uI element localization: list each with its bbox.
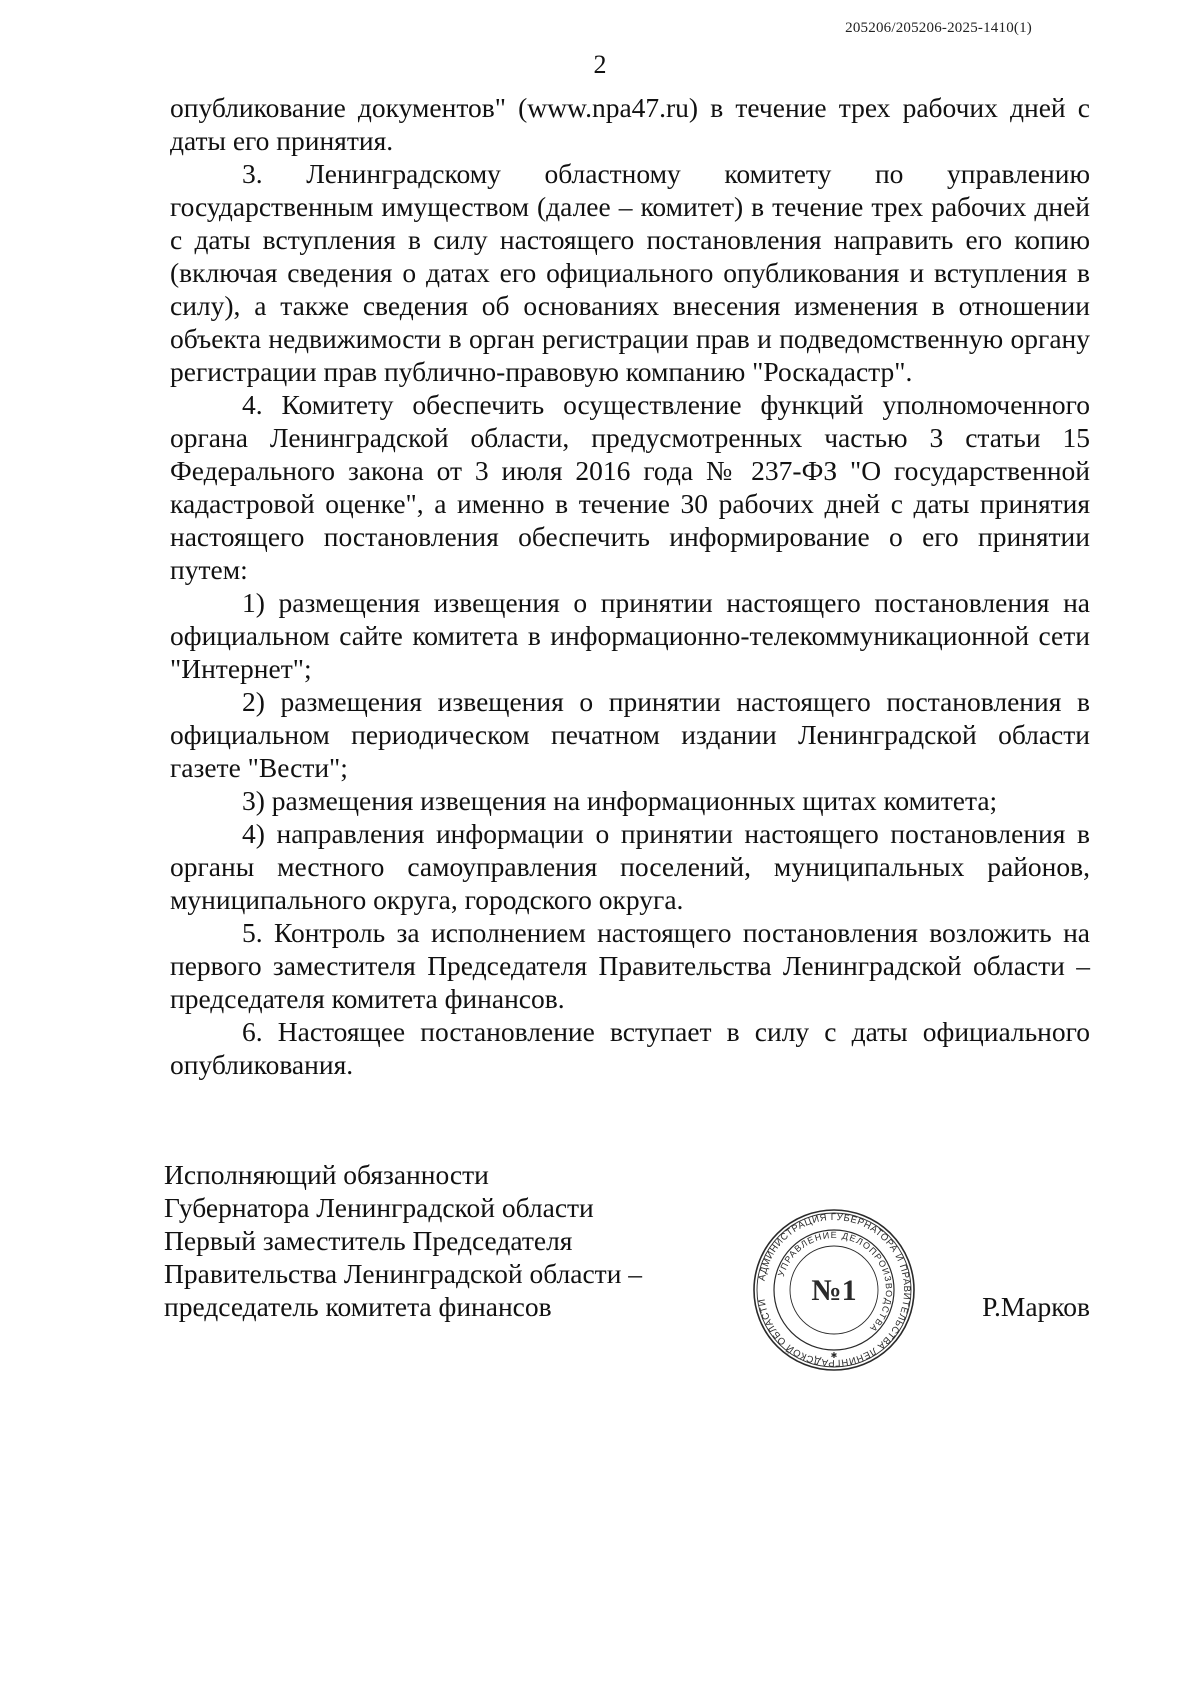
- list-item-3: 3) размещения извещения на информационных щитах комитета;: [242, 785, 998, 816]
- list-item-4: 4) направления информации о принятии настоящего постановления в органы местного самоуправления поселений, муниципальных районов, муниципального округа, городского округа.: [170, 818, 1090, 915]
- signer-title-line: Исполняющий обязанности: [164, 1159, 489, 1190]
- signer-title-line: Губернатора Ленинградской области: [164, 1192, 594, 1223]
- list-item-2: 2) размещения извещения о принятии настоящего постановления в официальном периодическом печатном издании Ленинградской области газете "Вести";: [170, 686, 1090, 783]
- signer-title-line: председатель комитета финансов: [164, 1291, 552, 1322]
- paragraph-3: 3. Ленинградскому областному комитету по управлению государственным имуществом (далее – комитет) в течение трех рабочих дней с даты вступления в силу настоящего постановления направить его копию (включая сведения о датах его официального опубликования и вступления в силу), а также сведения об основаниях внесения изменения в отношении объекта недвижимости в орган регистрации прав и подведомственную органу регистрации прав публично-правовую компанию "Роскадастр".: [170, 158, 1090, 387]
- page-number: 2: [593, 50, 607, 79]
- paragraph-5: 5. Контроль за исполнением настоящего постановления возложить на первого заместителя Председателя Правительства Ленинградской области – председателя комитета финансов.: [170, 917, 1090, 1014]
- signer-title-line: Первый заместитель Председателя: [164, 1225, 573, 1256]
- stamp-outer-text: АДМИНИСТРАЦИЯ ГУБЕРНАТОРА И ПРАВИТЕЛЬСТВА ЛЕНИНГРАДСКОЙ ОБЛАСТИ: [756, 1211, 913, 1369]
- paragraph: опубликование документов" (www.npa47.ru) в течение трех рабочих дней с даты его принятия.: [170, 92, 1090, 156]
- signer-name: Р.Марков: [982, 1291, 1090, 1322]
- signer-title-line: Правительства Ленинградской области –: [164, 1258, 643, 1289]
- document-body: [170, 91, 1090, 1081]
- signature-block: [164, 1158, 642, 1323]
- paragraph-6: 6. Настоящее постановление вступает в силу с даты официального опубликования.: [170, 1016, 1090, 1080]
- paragraph-4: 4. Комитету обеспечить осуществление функций уполномоченного органа Ленинградской области, предусмотренных частью 3 статьи 15 Федерального закона от 3 июля 2016 года № 237-ФЗ "О государственной кадастровой оценке", а именно в течение 30 рабочих дней с даты принятия настоящего постановления обеспечить информирование о его принятии путем:: [170, 389, 1090, 585]
- stamp-star-icon: ✱: [830, 1351, 838, 1360]
- stamp-center-text: №1: [811, 1274, 857, 1307]
- list-item-1: 1) размещения извещения о принятии настоящего постановления на официальном сайте комитета в информационно-телекоммуникационной сети "Интернет";: [170, 587, 1090, 684]
- stamp-inner-text: УПРАВЛЕНИЕ ДЕЛОПРОИЗВОДСТВА: [775, 1229, 895, 1335]
- official-seal-stamp: [752, 1208, 916, 1372]
- document-id: 205206/205206-2025-1410(1): [845, 20, 1032, 36]
